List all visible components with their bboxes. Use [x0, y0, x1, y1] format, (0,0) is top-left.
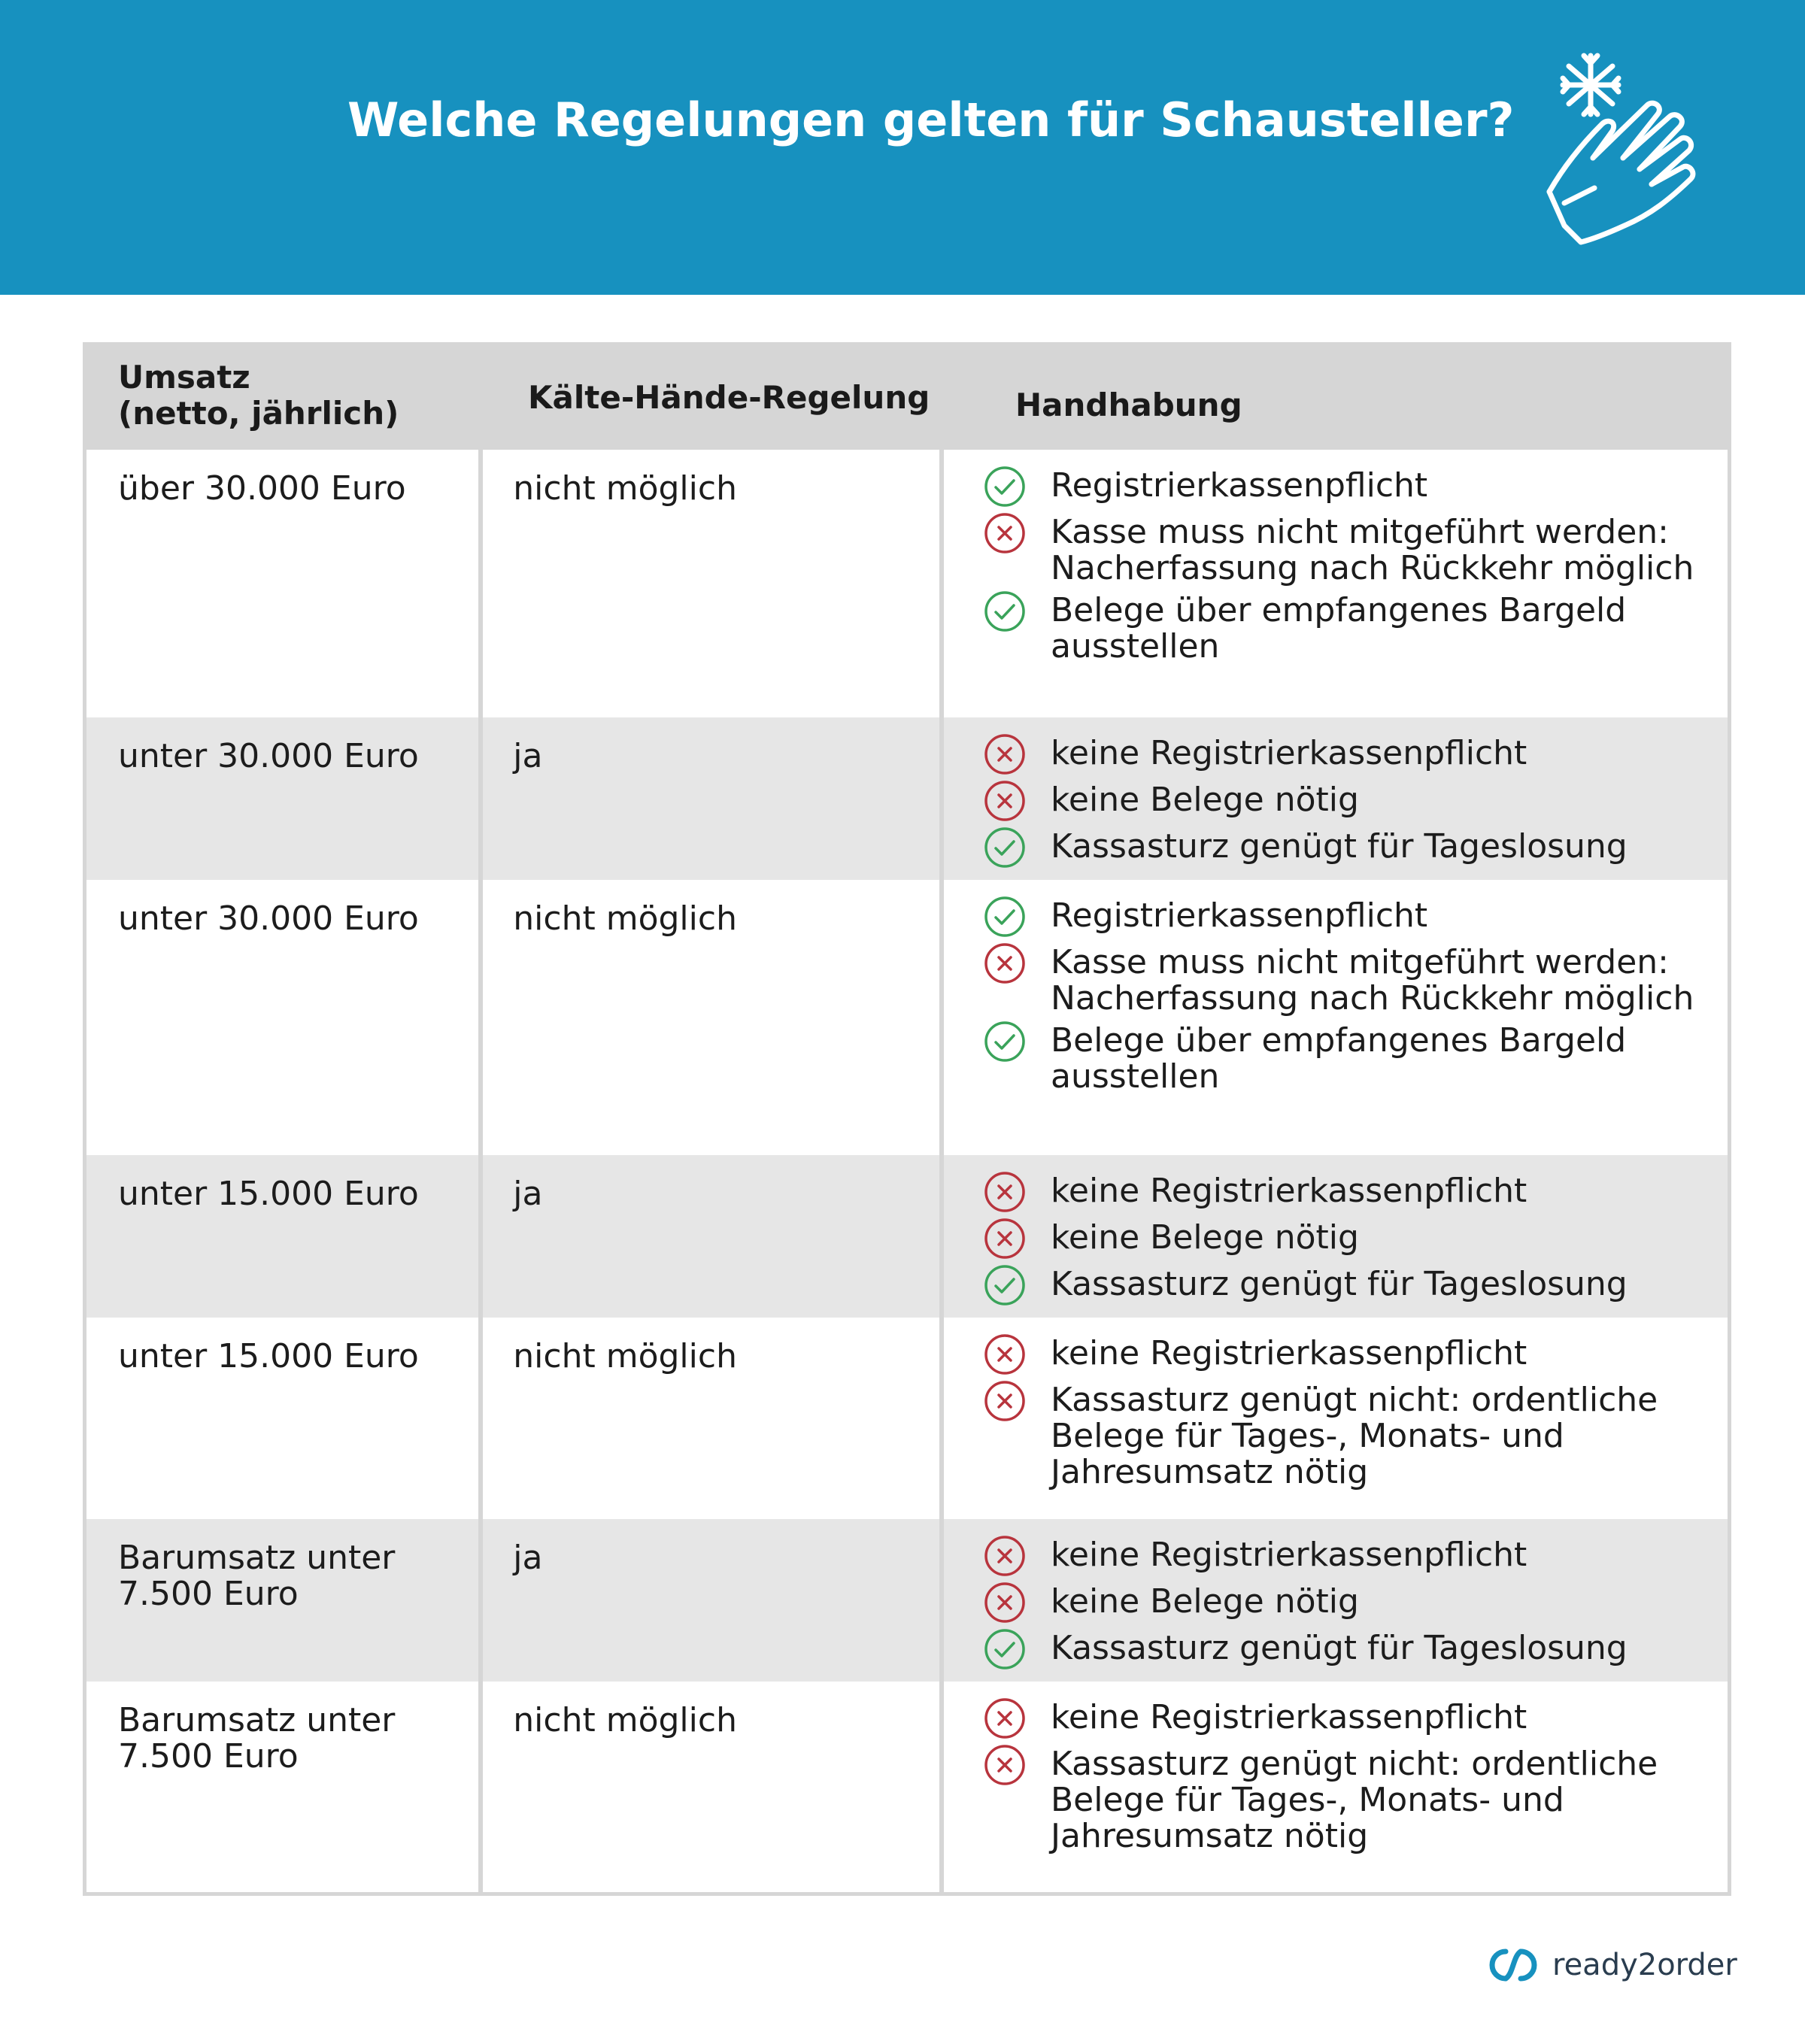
column-header-regelung: Kälte-Hände-Regelung [528, 379, 930, 416]
column-header-umsatz: Umsatz (netto, jährlich) [118, 359, 399, 432]
check-icon [983, 1020, 1027, 1063]
check-icon [983, 1263, 1027, 1307]
check-icon [983, 1627, 1027, 1671]
cross-icon [983, 1217, 1027, 1260]
regelungen-table [83, 342, 1731, 1896]
check-icon [983, 465, 1027, 508]
regelung-value: nicht möglich [513, 469, 737, 508]
list-item: keine Registrierkassenpflicht [983, 1173, 1697, 1214]
cross-icon [983, 942, 1027, 985]
ready2order-logo [1483, 1940, 1737, 1990]
cross-icon [983, 1534, 1027, 1578]
regelung-value: ja [513, 1175, 543, 1213]
list-item: Kassasturz genügt nicht: ordentliche Belege für Tages-, Monats- und Jahresumsatz nötig [983, 1382, 1697, 1491]
umsatz-value: Barumsatz unter 7.500 Euro [118, 1701, 396, 1776]
logo-text: ready2order [1552, 1948, 1737, 1982]
regelung-value: nicht möglich [513, 1337, 737, 1375]
check-icon [983, 895, 1027, 939]
cross-icon [983, 1581, 1027, 1624]
table-row [86, 1682, 1728, 1892]
list-item: keine Registrierkassenpflicht [983, 1336, 1697, 1376]
ready2order-logo-icon [1483, 1942, 1543, 1988]
cold-hand-icon [1519, 45, 1737, 263]
cross-icon [983, 1743, 1027, 1787]
column-header-handhabung: Handhabung [1015, 387, 1242, 423]
check-icon [983, 590, 1027, 633]
umsatz-value: unter 30.000 Euro [118, 899, 419, 938]
cross-icon [983, 732, 1027, 776]
list-item: Kasse muss nicht mitgeführt werden: Nacherfassung nach Rückkehr möglich [983, 514, 1697, 587]
list-item: Registrierkassenpflicht [983, 468, 1697, 508]
umsatz-value: unter 30.000 Euro [118, 737, 419, 775]
list-item: keine Registrierkassenpflicht [983, 1700, 1697, 1740]
list-item: Registrierkassenpflicht [983, 898, 1697, 939]
page-title: Welche Regelungen gelten für Schausteller? [347, 92, 1515, 147]
list-item: keine Belege nötig [983, 1584, 1697, 1624]
list-item: keine Belege nötig [983, 782, 1697, 823]
regelung-value: nicht möglich [513, 899, 737, 938]
list-item: keine Registrierkassenpflicht [983, 1537, 1697, 1578]
list-item: Belege über empfangenes Bargeld ausstellen [983, 593, 1697, 665]
check-icon [983, 826, 1027, 869]
cross-icon [983, 511, 1027, 555]
regelung-value: ja [513, 737, 543, 775]
umsatz-value: Barumsatz unter 7.500 Euro [118, 1539, 396, 1613]
title-banner [0, 0, 1805, 295]
list-item: keine Registrierkassenpflicht [983, 735, 1697, 776]
list-item: Kassasturz genügt für Tageslosung [983, 829, 1697, 869]
list-item: Kassasturz genügt für Tageslosung [983, 1630, 1697, 1671]
cross-icon [983, 1379, 1027, 1423]
list-item: Kasse muss nicht mitgeführt werden: Nacherfassung nach Rückkehr möglich [983, 945, 1697, 1017]
table-row [86, 717, 1728, 880]
cross-icon [983, 779, 1027, 823]
cross-icon [983, 1697, 1027, 1740]
table-row [86, 1519, 1728, 1682]
umsatz-value: unter 15.000 Euro [118, 1337, 419, 1375]
list-item: Belege über empfangenes Bargeld ausstellen [983, 1023, 1697, 1095]
umsatz-value: über 30.000 Euro [118, 469, 406, 508]
regelung-value: nicht möglich [513, 1701, 737, 1739]
umsatz-value: unter 15.000 Euro [118, 1175, 419, 1213]
table-row [86, 450, 1728, 717]
table-row [86, 880, 1728, 1155]
cross-icon [983, 1170, 1027, 1214]
list-item: keine Belege nötig [983, 1220, 1697, 1260]
regelung-value: ja [513, 1539, 543, 1577]
cross-icon [983, 1333, 1027, 1376]
table-row [86, 1155, 1728, 1318]
table-row [86, 1318, 1728, 1519]
list-item: Kassasturz genügt für Tageslosung [983, 1266, 1697, 1307]
table-header-row [86, 346, 1728, 450]
list-item: Kassasturz genügt nicht: ordentliche Belege für Tages-, Monats- und Jahresumsatz nötig [983, 1746, 1697, 1854]
